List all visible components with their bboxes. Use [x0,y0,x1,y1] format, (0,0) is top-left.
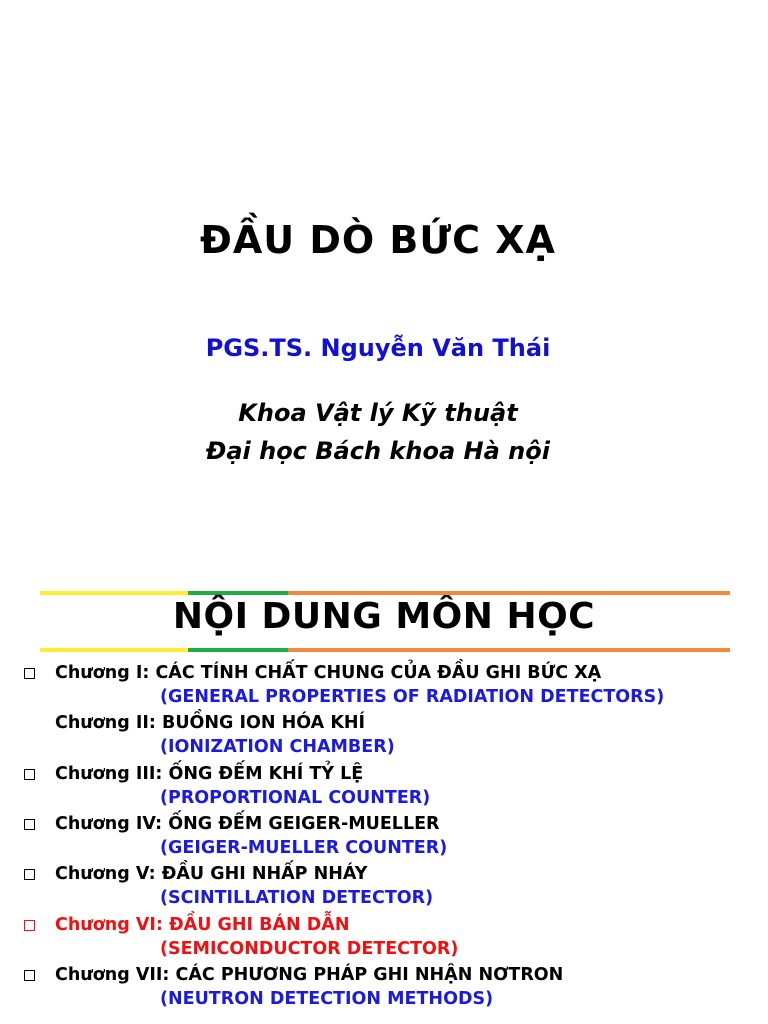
checkbox-bullet-icon [24,920,35,931]
checkbox-bullet-icon [24,869,35,880]
chapter-item [0,764,768,814]
affiliation-university: Đại học Bách khoa Hà nội [206,437,550,465]
divider-orange-segment [288,648,730,652]
chapter-item [0,663,768,713]
section-title: NỘI DUNG MÔN HỌC [172,596,596,637]
chapter-item [0,814,768,864]
chapter-title: Chương IV: ỐNG ĐẾM GEIGER-MUELLER [55,813,440,834]
chapter-item [0,864,768,914]
chapter-english-title: (IONIZATION CHAMBER) [160,737,395,758]
chapter-title: Chương III: ỐNG ĐẾM KHÍ TỶ LỆ [55,763,364,784]
chapter-english-title: (SEMICONDUCTOR DETECTOR) [160,938,459,959]
divider-green-segment [188,648,288,652]
chapter-english-title: (NEUTRON DETECTION METHODS) [160,988,494,1009]
chapter-title: Chương II: BUỒNG ION HÓA KHÍ [55,713,366,734]
divider-green-segment [188,591,288,595]
chapter-title: Chương I: CÁC TÍNH CHẤT CHUNG CỦA ĐẦU GHI BỨC XẠ [55,663,602,683]
chapter-item [0,965,768,1015]
chapter-english-title: (PROPORTIONAL COUNTER) [160,787,431,808]
checkbox-bullet-icon [24,970,35,981]
divider-yellow-segment [40,648,188,652]
affiliation-faculty: Khoa Vật lý Kỹ thuật [238,399,518,427]
checkbox-bullet-icon [24,769,35,780]
chapter-title: Chương VII: CÁC PHƯƠNG PHÁP GHI NHẬN NƠTRON [55,964,564,985]
divider-orange-segment [288,591,730,595]
top-divider [40,591,730,595]
author-name: PGS.TS. Nguyễn Văn Thái [205,334,551,362]
divider-yellow-segment [40,591,188,595]
bottom-divider [40,648,730,652]
chapter-title: Chương V: ĐẦU GHI NHẤP NHÁY [55,864,368,885]
checkbox-bullet-icon [24,668,35,679]
chapter-english-title: (GEIGER-MUELLER COUNTER) [160,837,448,858]
chapter-english-title: (SCINTILLATION DETECTOR) [160,888,434,909]
chapter-english-title: (GENERAL PROPERTIES OF RADIATION DETECTORS) [160,687,665,707]
chapter-item [0,713,768,763]
checkbox-bullet-icon [24,819,35,830]
document-title: ĐẦU DÒ BỨC XẠ [200,218,556,262]
chapter-item [0,915,768,965]
chapter-title: Chương VI: ĐẦU GHI BÁN DẪN [55,914,350,935]
